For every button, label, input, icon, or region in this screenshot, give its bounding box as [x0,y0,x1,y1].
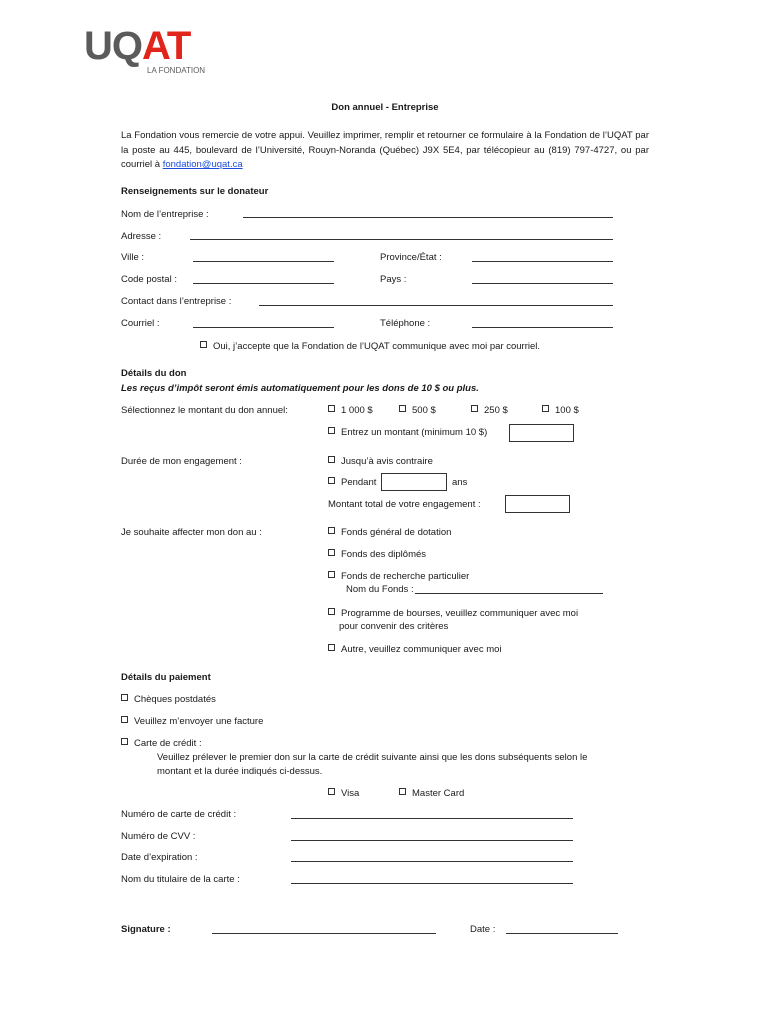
fund-general-label: Fonds général de dotation [341,527,452,538]
other-amount-checkbox[interactable] [328,427,335,434]
until-notice-option[interactable] [328,456,433,468]
logo-letters-red: AT [142,24,191,68]
amount-checkbox[interactable] [328,405,335,412]
holder-label: Nom du titulaire de la carte : [121,874,240,885]
other-amount-label: Entrez un montant (minimum 10 $) [341,427,488,438]
visa-label: Visa [341,788,360,799]
card-label: Carte de crédit : [134,738,202,749]
scholarship-label: Programme de bourses, veuillez communiquer avec moi [341,608,579,619]
address-field[interactable] [190,239,613,240]
payment-heading: Détails du paiement [121,672,211,683]
other-label: Autre, veuillez communiquer avec moi [341,644,502,655]
intro-paragraph [121,129,649,173]
other-option[interactable] [328,644,502,656]
uqat-logo [84,24,206,75]
card-number-label: Numéro de carte de crédit : [121,809,237,820]
years-label: ans [452,477,468,488]
invoice-option[interactable] [121,716,263,728]
total-input[interactable] [505,495,570,513]
province-label: Province/État : [380,252,442,263]
intro-text: La Fondation vous remercie de votre appui. Veuillez imprimer, remplir et retourner ce formulaire à la Fondation de l’UQAT par la poste au 445, boulevard de l’Université, Rouyn-Noranda (Québec) J9X 5E4, par télécopieur au (819) 797-4727, ou par courriel à [121,130,649,170]
expiry-label: Date d’expiration : [121,852,198,863]
mastercard-checkbox[interactable] [399,788,406,795]
expiry-field[interactable] [291,861,573,862]
phone-label: Téléphone : [380,318,431,329]
scholarship-checkbox[interactable] [328,608,335,615]
fund-research-checkbox[interactable] [328,571,335,578]
email-link[interactable]: fondation@uqat.ca [162,159,243,170]
mastercard-label: Master Card [412,788,465,799]
logo-letters-gray: UQ [84,24,142,68]
card-note-2: montant et la durée indiqués ci-dessus. [157,766,323,777]
donor-heading: Renseignements sur le donateur [121,186,269,197]
card-number-field[interactable] [291,818,573,819]
email-label: Courriel : [121,318,160,329]
during-option[interactable] [328,477,376,489]
during-checkbox[interactable] [328,477,335,484]
amount-option-1000[interactable] [328,405,373,417]
amount-option-500[interactable] [399,405,436,417]
card-note-1: Veuillez prélever le premier don sur la carte de crédit suivante ainsi que les dons subséquents selon le [157,752,588,763]
consent-checkbox[interactable] [200,341,207,348]
fund-name-label: Nom du Fonds : [346,584,414,595]
fund-research-label: Fonds de recherche particulier [341,571,470,582]
city-label: Ville : [121,252,145,263]
card-checkbox[interactable] [121,738,128,745]
country-label: Pays : [380,274,407,285]
invoice-label: Veuillez m’envoyer une facture [134,716,264,727]
postal-label: Code postal : [121,274,177,285]
other-amount-input[interactable] [509,424,574,442]
other-checkbox[interactable] [328,644,335,651]
fund-research-option[interactable] [328,571,469,583]
amount-label: 500 $ [412,405,436,416]
duration-label: Durée de mon engagement : [121,456,242,467]
date-label: Date : [470,924,496,935]
fund-alumni-label: Fonds des diplômés [341,549,427,560]
city-field[interactable] [193,261,334,262]
amount-label: 250 $ [484,405,508,416]
allocate-label: Je souhaite affecter mon don au : [121,527,262,538]
fund-general-option[interactable] [328,527,451,539]
mastercard-option[interactable] [399,788,464,800]
total-label: Montant total de votre engagement : [328,499,481,510]
fund-alumni-option[interactable] [328,549,426,561]
signature-label: Signature : [121,924,171,935]
consent-option[interactable] [200,341,540,353]
fund-general-checkbox[interactable] [328,527,335,534]
amount-label: 1 000 $ [341,405,373,416]
contact-label: Contact dans l’entreprise : [121,296,232,307]
logo-subtitle: LA FONDATION [147,66,206,75]
years-input[interactable] [381,473,447,491]
fund-alumni-checkbox[interactable] [328,549,335,556]
amount-checkbox[interactable] [542,405,549,412]
company-label: Nom de l’entreprise : [121,209,209,220]
email-field[interactable] [193,327,334,328]
amount-checkbox[interactable] [471,405,478,412]
until-notice-label: Jusqu’à avis contraire [341,456,433,467]
signature-field[interactable] [212,933,436,934]
postal-field[interactable] [193,283,334,284]
cvv-field[interactable] [291,840,573,841]
card-option[interactable] [121,738,202,750]
cheques-option[interactable] [121,694,216,706]
country-field[interactable] [472,283,613,284]
amount-select-label: Sélectionnez le montant du don annuel: [121,405,288,416]
gift-heading: Détails du don [121,368,187,379]
visa-checkbox[interactable] [328,788,335,795]
province-field[interactable] [472,261,613,262]
amount-option-250[interactable] [471,405,508,417]
consent-text: Oui, j’accepte que la Fondation de l’UQAT communique avec moi par courriel. [213,341,541,352]
company-field[interactable] [243,217,613,218]
cvv-label: Numéro de CVV : [121,831,196,842]
during-label: Pendant [341,477,377,488]
cheques-checkbox[interactable] [121,694,128,701]
date-field[interactable] [506,933,618,934]
other-amount-option[interactable] [328,427,487,439]
visa-option[interactable] [328,788,359,800]
phone-field[interactable] [472,327,613,328]
tax-receipt-note: Les reçus d’impôt seront émis automatiquement pour les dons de 10 $ ou plus. [121,383,479,394]
scholarship-option[interactable] [328,608,578,620]
scholarship-label-2: pour convenir des critères [339,621,449,632]
amount-label: 100 $ [555,405,579,416]
address-label: Adresse : [121,231,162,242]
until-notice-checkbox[interactable] [328,456,335,463]
holder-field[interactable] [291,883,573,884]
contact-field[interactable] [259,305,613,306]
page-title: Don annuel - Entreprise [331,102,439,113]
amount-option-100[interactable] [542,405,579,417]
amount-checkbox[interactable] [399,405,406,412]
fund-name-field[interactable] [415,593,603,594]
invoice-checkbox[interactable] [121,716,128,723]
cheques-label: Chèques postdatés [134,694,216,705]
